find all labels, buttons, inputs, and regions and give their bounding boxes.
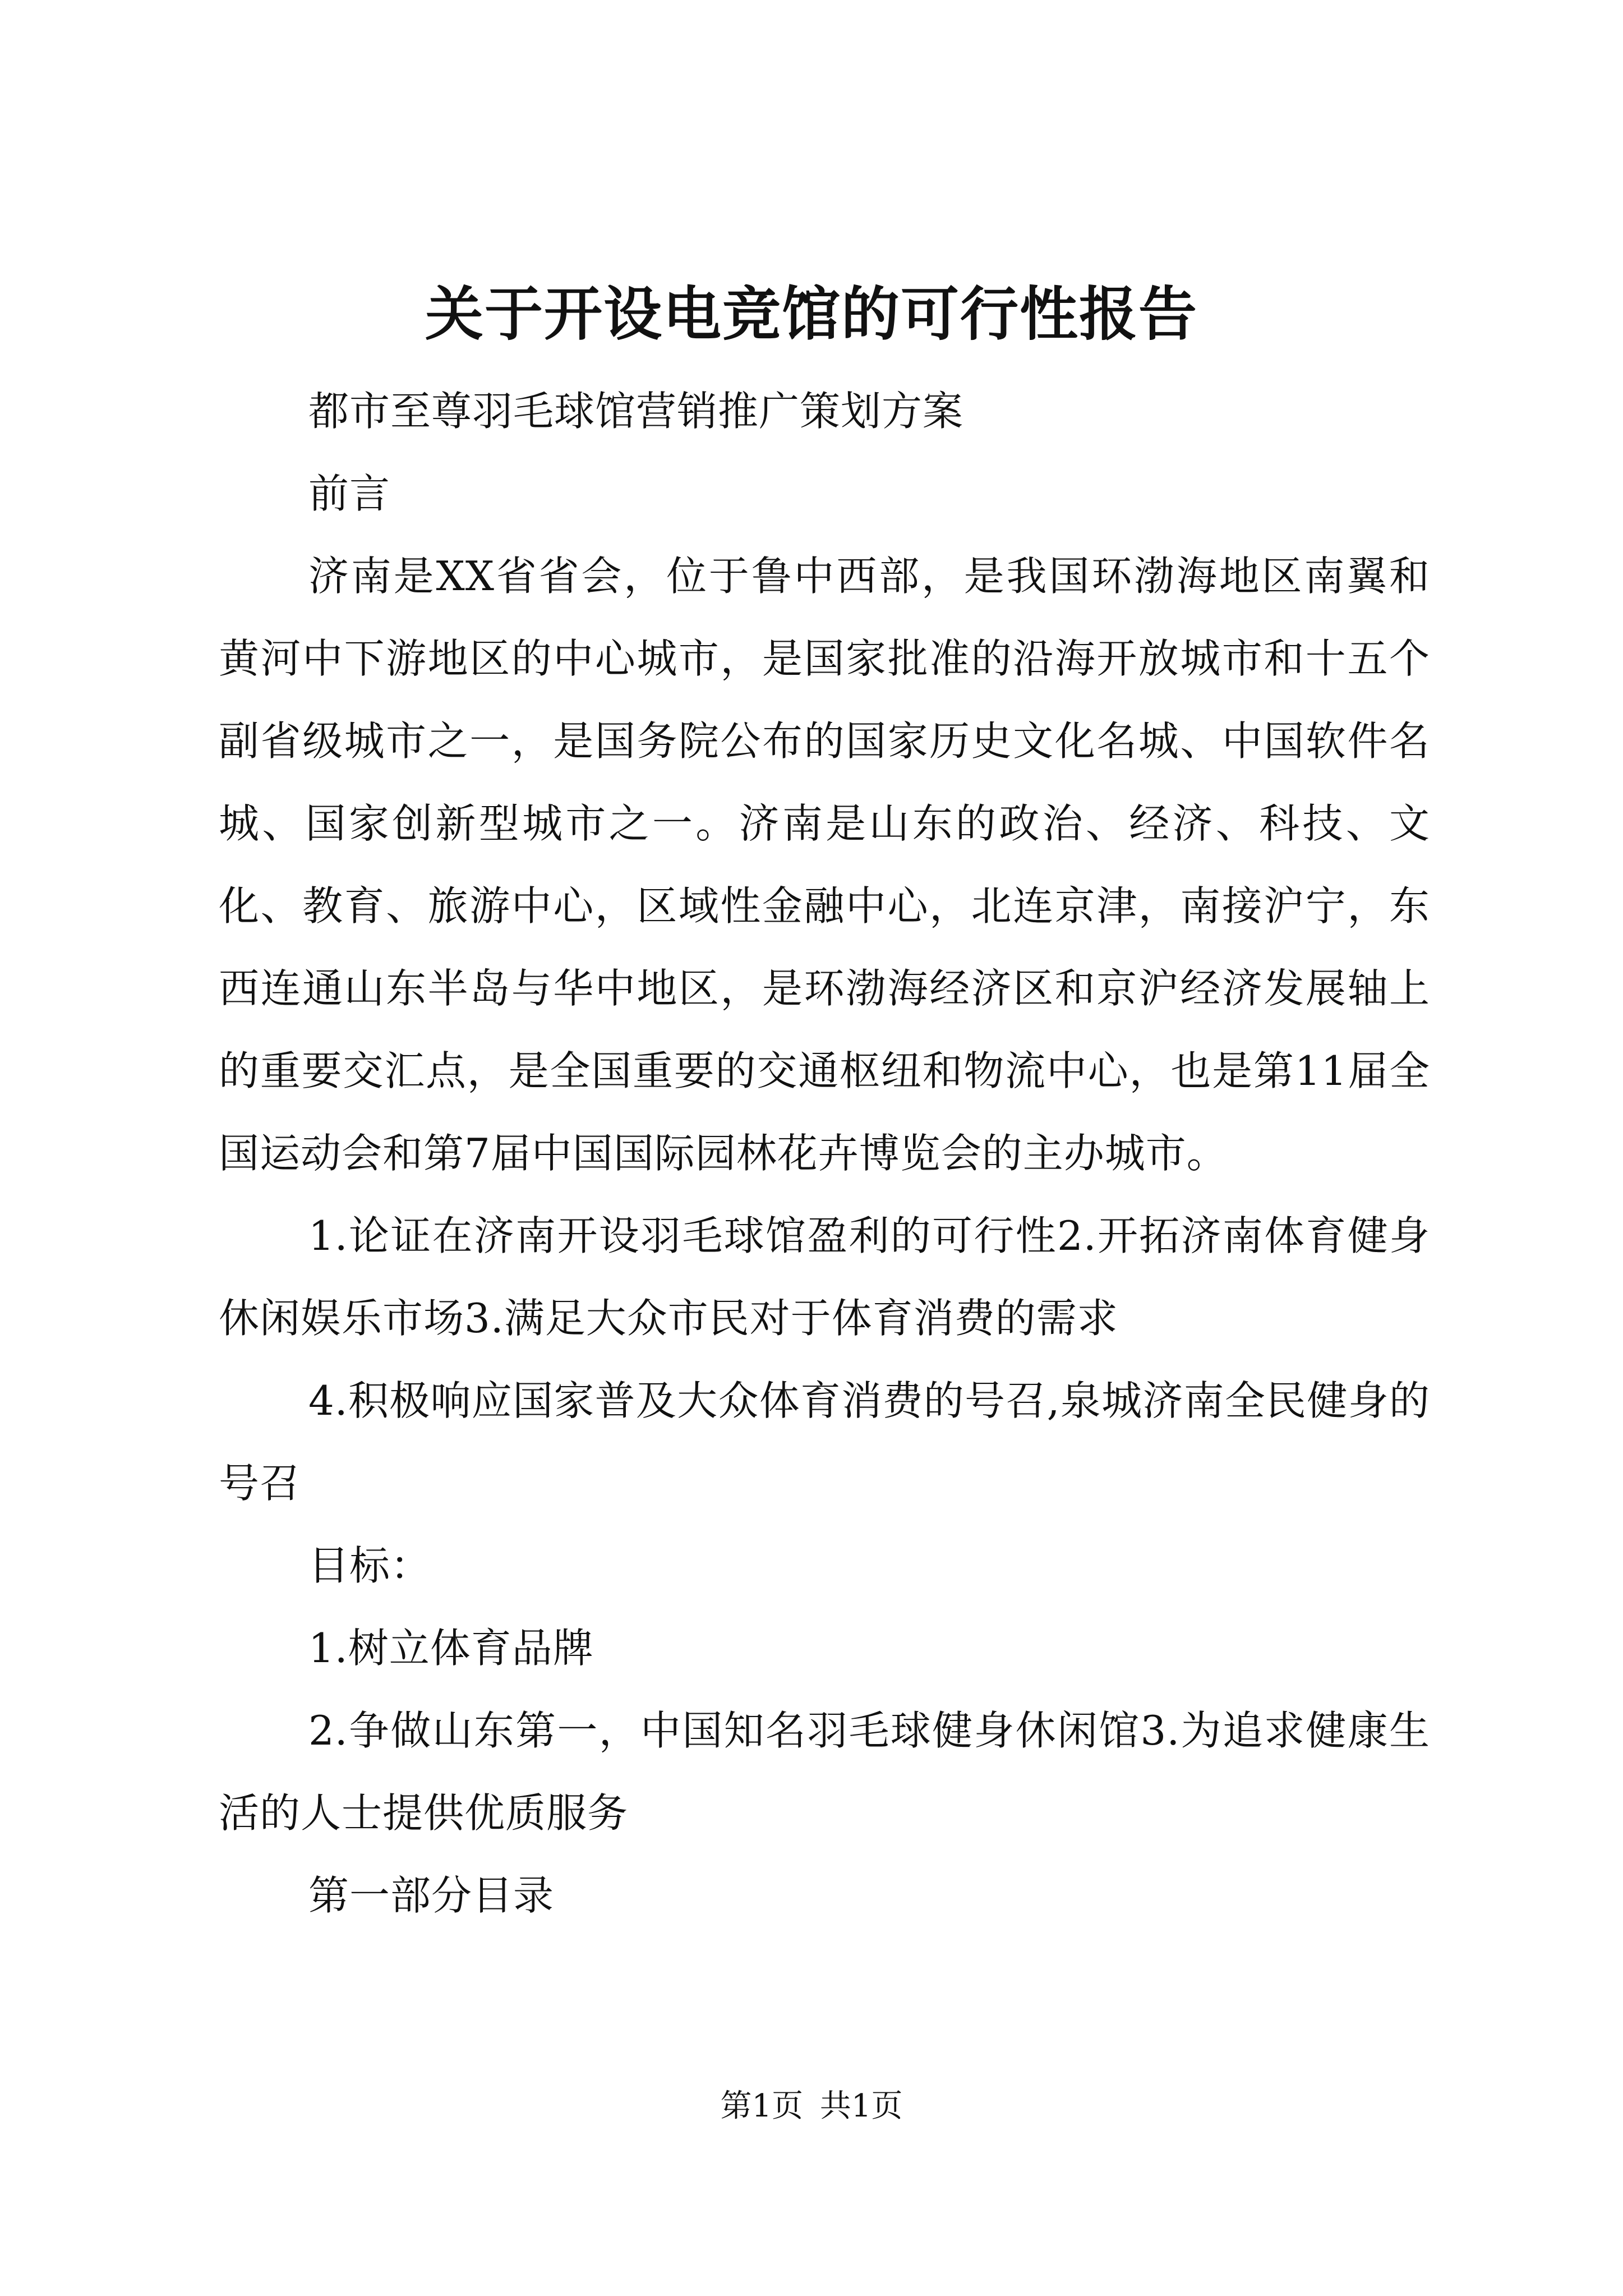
preface-heading: 前言 [308, 470, 391, 517]
purpose-list-paragraph: 1.论证在济南开设羽毛球馆盈利的可行性2.开拓济南体育健身休闲娱乐市场3.满足大众市民对于体育消费的需求 [219, 1212, 1430, 1342]
intro-paragraph: 济南是XX省省会，位于鲁中西部，是我国环渤海地区南翼和黄河中下游地区的中心城市，是国家批准的沿海开放城市和十五个副省级城市之一，是国务院公布的国家历史文化名城、中国软件名城、国家创新型城市之一。济南是山东的政治、经济、科技、文化、教育、旅游中心，区域性金融中心，北连京津，南接沪宁，东西连通山东半岛与华中地区，是环渤海经济区和京沪经济发展轴上的重要交汇点，是全国重要的交通枢纽和物流中心，也是第11届全国运动会和第7届中国国际园林花卉博览会的主办城市。 [219, 553, 1430, 1177]
section-heading: 第一部分目录 [308, 1872, 555, 1919]
page-number: 第1页 [720, 2088, 804, 2124]
document-body [219, 370, 1430, 1937]
subtitle-paragraph: 都市至尊羽毛球馆营销推广策划方案 [308, 388, 964, 435]
purpose-item-4: 4.积极响应国家普及大众体育消费的号召,泉城济南全民健身的号召 [219, 1377, 1430, 1507]
page-total: 共1页 [819, 2088, 903, 2124]
document-title: 关于开设电竞馆的可行性报告 [425, 279, 1198, 348]
page-footer [0, 2084, 1623, 2129]
goal-item-2-3: 2.争做山东第一，中国知名羽毛球健身休闲馆3.为追求健康生活的人士提供优质服务 [219, 1707, 1430, 1837]
goal-item-1: 1.树立体育品牌 [308, 1625, 594, 1672]
goals-heading: 目标： [308, 1542, 432, 1589]
